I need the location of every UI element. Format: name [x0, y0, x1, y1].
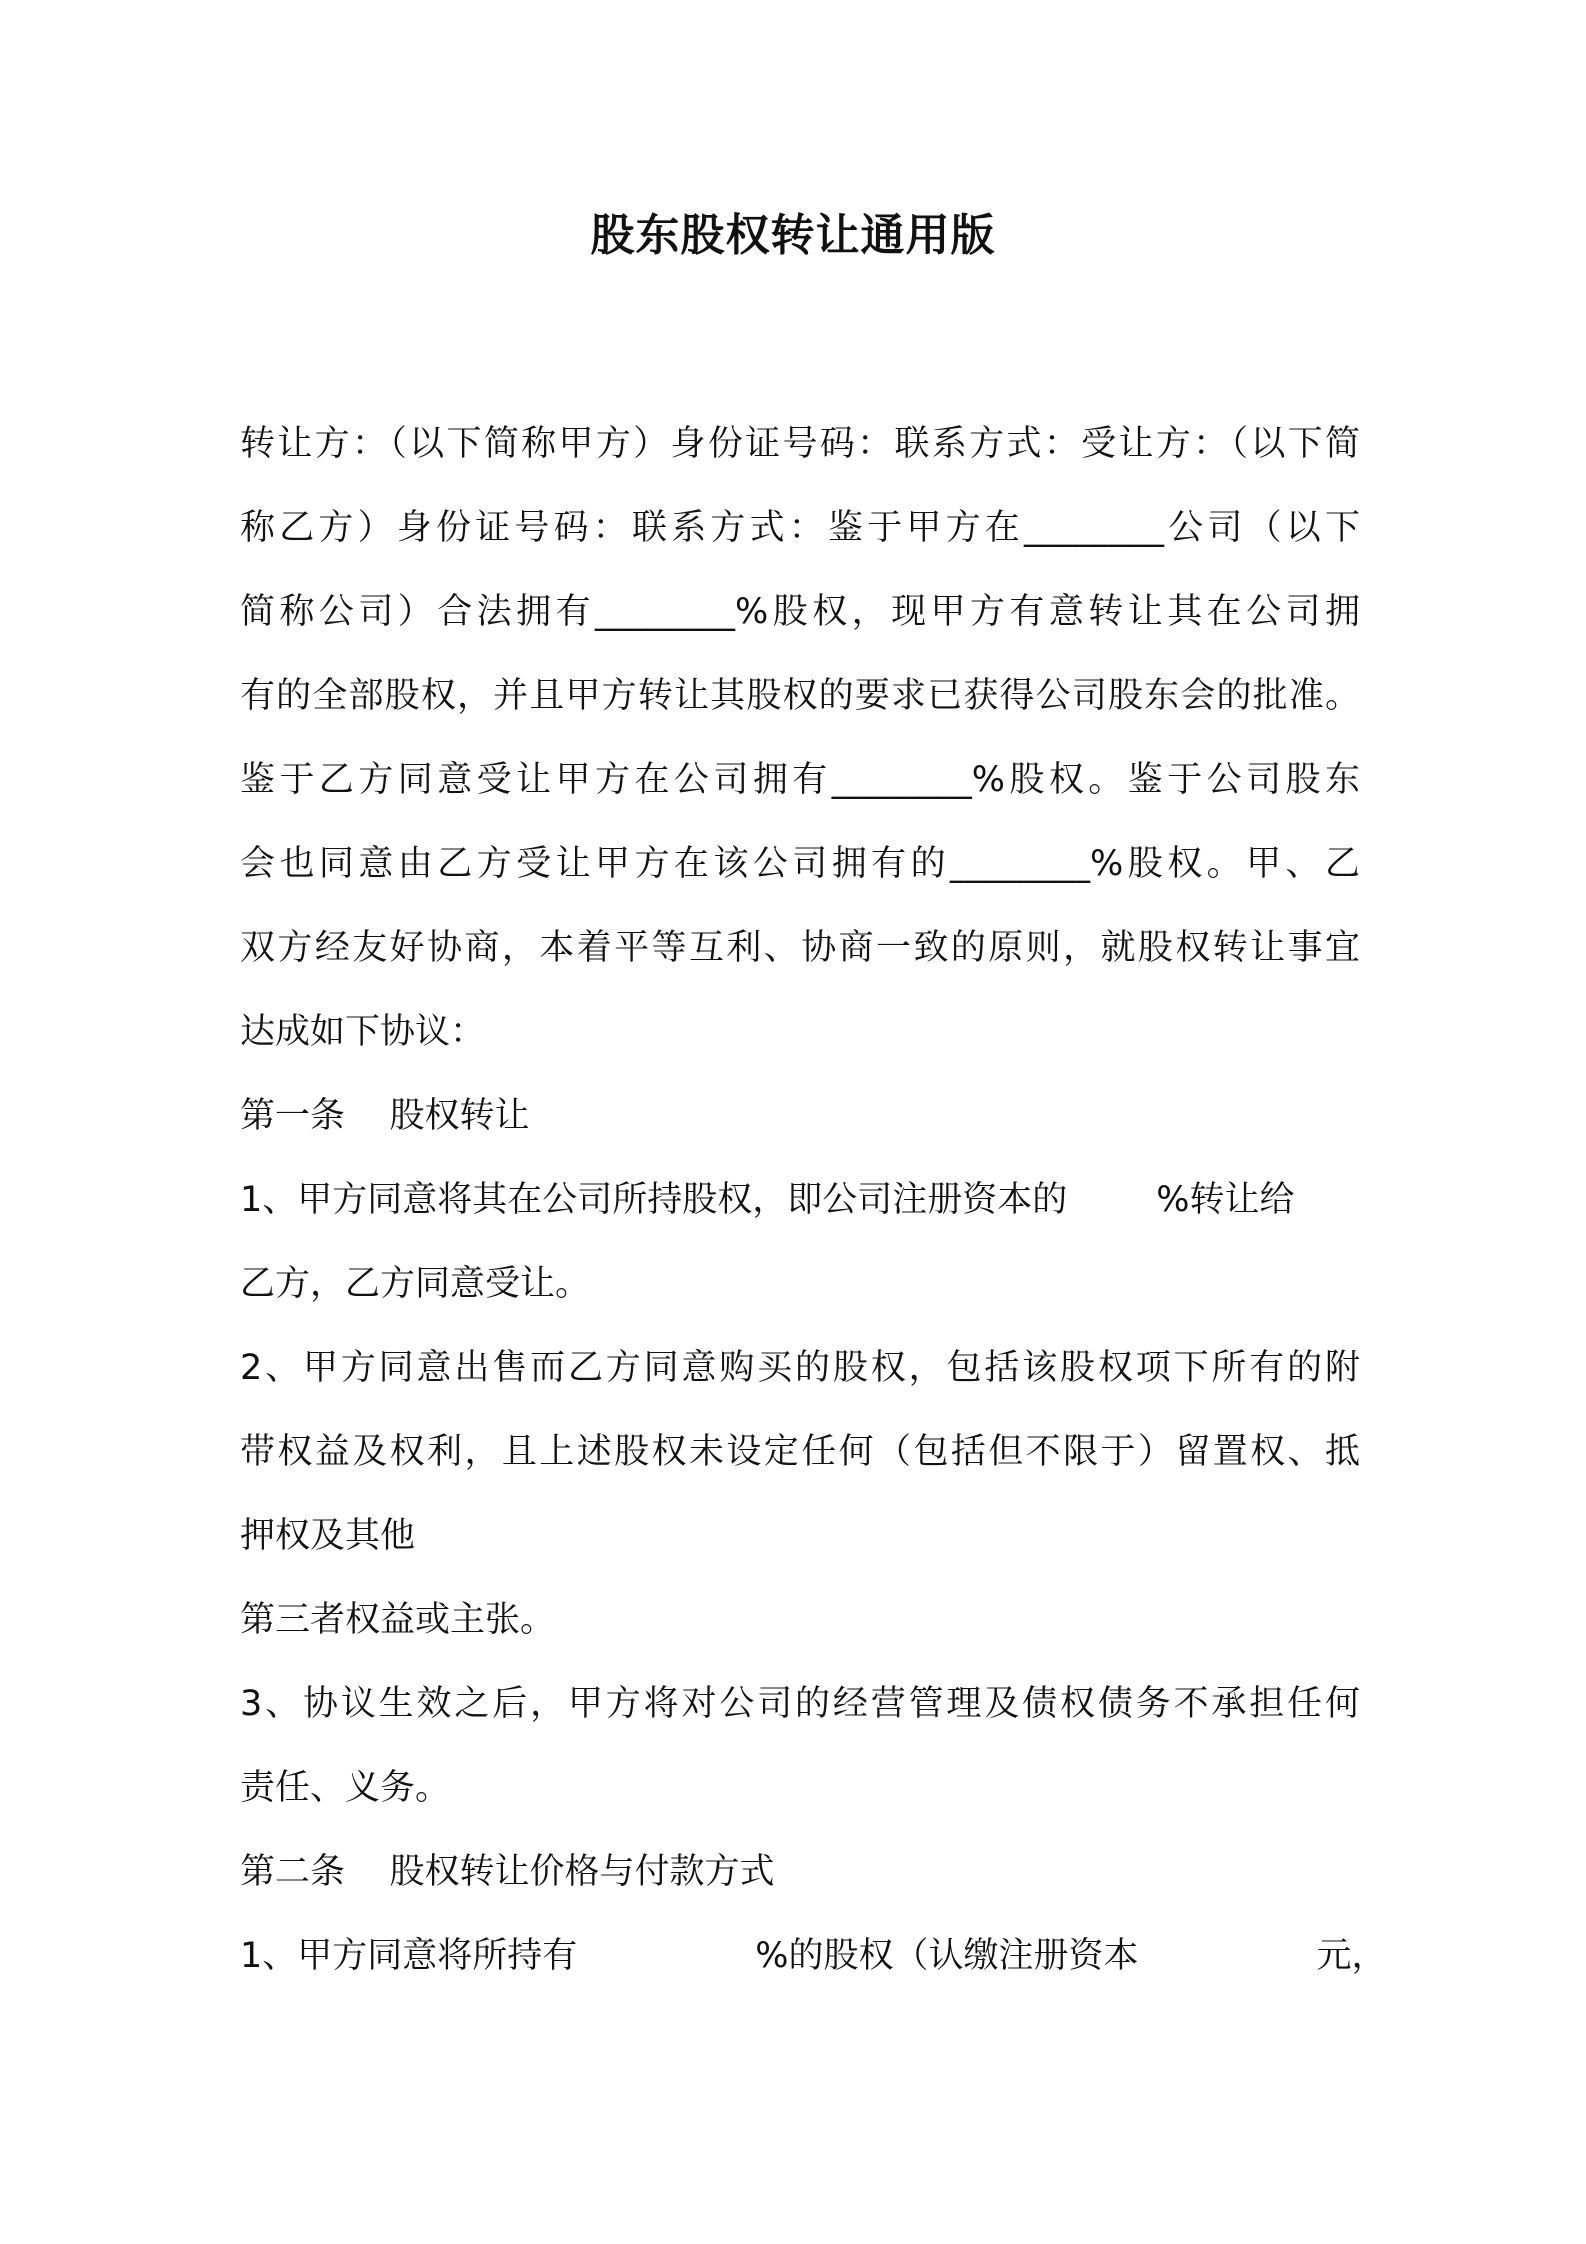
paragraph-line: 转让方：（以下简称甲方）身份证号码：联系方式：受让方：（以下简 [240, 424, 1360, 464]
paragraph-line: 有的全部股权，并且甲方转让其股权的要求已获得公司股东会的批准。 [240, 676, 1360, 716]
paragraph-line: 会也同意由乙方受让甲方在该公司拥有的________%股权。甲、乙 [240, 844, 1360, 884]
paragraph-line: 双方经友好协商，本着平等互利、协商一致的原则，就股权转让事宜 [240, 928, 1360, 968]
clause-line: 3、协议生效之后，甲方将对公司的经营管理及债权债务不承担任何 [240, 1684, 1360, 1724]
article-heading: 第二条 股权转让价格与付款方式 [240, 1852, 775, 1892]
document-title: 股东股权转让通用版 [590, 210, 996, 261]
paragraph-line: 简称公司）合法拥有________%股权，现甲方有意转让其在公司拥 [240, 592, 1360, 632]
paragraph-line: 达成如下协议： [240, 1012, 486, 1052]
clause-line: 责任、义务。 [240, 1768, 451, 1808]
article-heading: 第一条 股权转让 [240, 1096, 530, 1136]
paragraph-line: 鉴于乙方同意受让甲方在公司拥有________%股权。鉴于公司股东 [240, 760, 1360, 800]
clause-line: 带权益及权利，且上述股权未设定任何（包括但不限于）留置权、抵 [240, 1432, 1360, 1472]
clause-line: 乙方，乙方同意受让。 [240, 1264, 591, 1304]
clause-line: 押权及其他 [240, 1516, 416, 1556]
clause-line: 1、甲方同意将所持有 %的股权（认缴注册资本 元， [240, 1936, 1387, 1976]
document-body [240, 402, 1387, 1998]
paragraph-line: 称乙方）身份证号码：联系方式：鉴于甲方在________公司（以下 [240, 508, 1360, 548]
clause-line: 1、甲方同意将其在公司所持股权，即公司注册资本的 %转让给 [240, 1180, 1295, 1220]
clause-line: 2、甲方同意出售而乙方同意购买的股权，包括该股权项下所有的附 [240, 1348, 1360, 1388]
clause-line: 第三者权益或主张。 [240, 1600, 556, 1640]
